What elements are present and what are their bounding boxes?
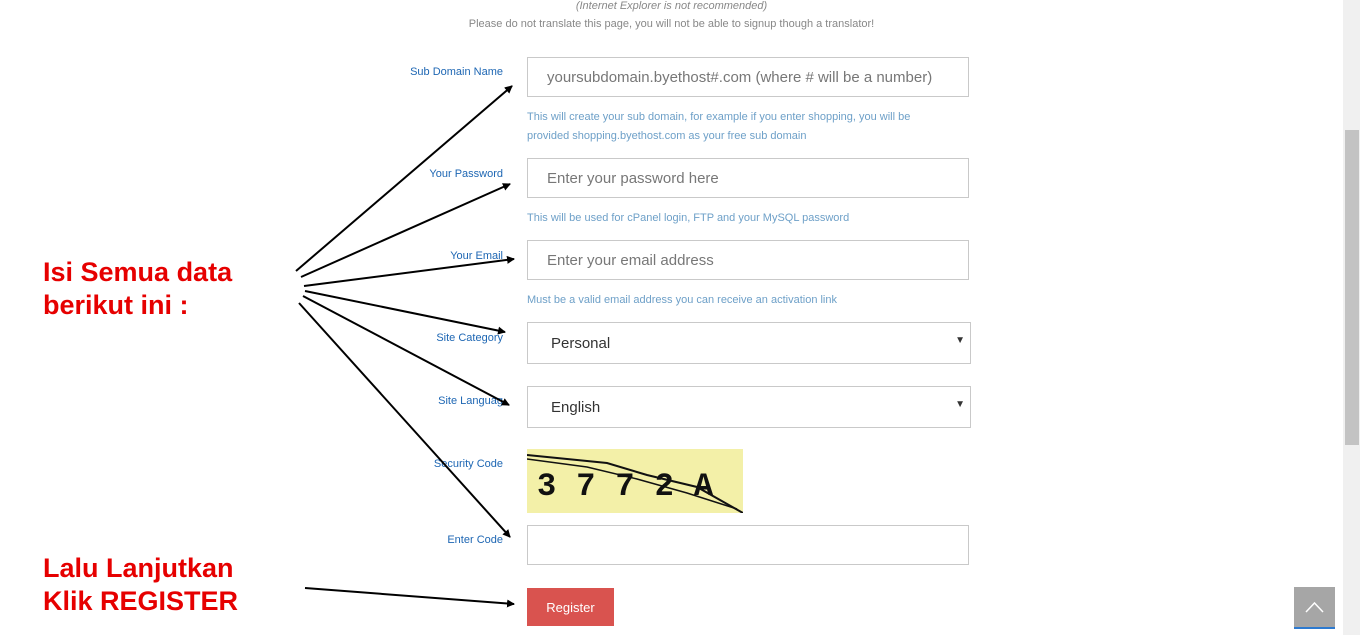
annotation-continue-line1: Lalu Lanjutkan: [43, 553, 234, 583]
password-help: This will be used for cPanel login, FTP and your MySQL password: [527, 212, 850, 224]
subdomain-label: Sub Domain Name: [410, 66, 503, 78]
email-label: Your Email: [450, 250, 503, 262]
arrow-to-category: [305, 291, 505, 332]
chevron-up-icon: [1294, 587, 1335, 627]
arrow-to-subdomain: [296, 86, 512, 271]
arrow-to-register: [305, 588, 514, 604]
arrow-to-enter-code: [299, 303, 510, 537]
password-label: Your Password: [429, 168, 503, 180]
enter-code-label: Enter Code: [447, 534, 503, 546]
email-help: Must be a valid email address you can receive an activation link: [527, 294, 837, 306]
security-code-label: Security Code: [433, 458, 503, 470]
category-label: Site Category: [436, 332, 503, 344]
caret-down-icon: ▼: [955, 335, 965, 346]
translate-warning-note: Please do not translate this page, you will not be able to signup though a translator!: [468, 18, 875, 30]
register-button[interactable]: Register: [527, 588, 614, 626]
arrow-to-email: [304, 259, 514, 286]
language-value: English: [551, 399, 601, 416]
annotation-fill-line2: berikut ini :: [43, 290, 189, 320]
annotation-fill-line1: Isi Semua data: [43, 257, 233, 287]
ie-warning-note: (Internet Explorer is not recommended): [575, 0, 768, 12]
caret-down-icon: ▼: [955, 399, 965, 410]
subdomain-help-line1: This will create your sub domain, for example if you enter shopping, you will be: [527, 111, 911, 123]
back-to-top-button[interactable]: [1294, 587, 1335, 629]
subdomain-help-line2: provided shopping.byethost.com as your free sub domain: [527, 130, 807, 142]
captcha-text: 3772A: [537, 468, 734, 505]
category-value: Personal: [551, 335, 611, 352]
language-label: Site Languag: [438, 395, 503, 407]
annotation-continue-line2: Klik REGISTER: [43, 586, 239, 616]
scrollbar-thumb[interactable]: [1345, 130, 1359, 445]
